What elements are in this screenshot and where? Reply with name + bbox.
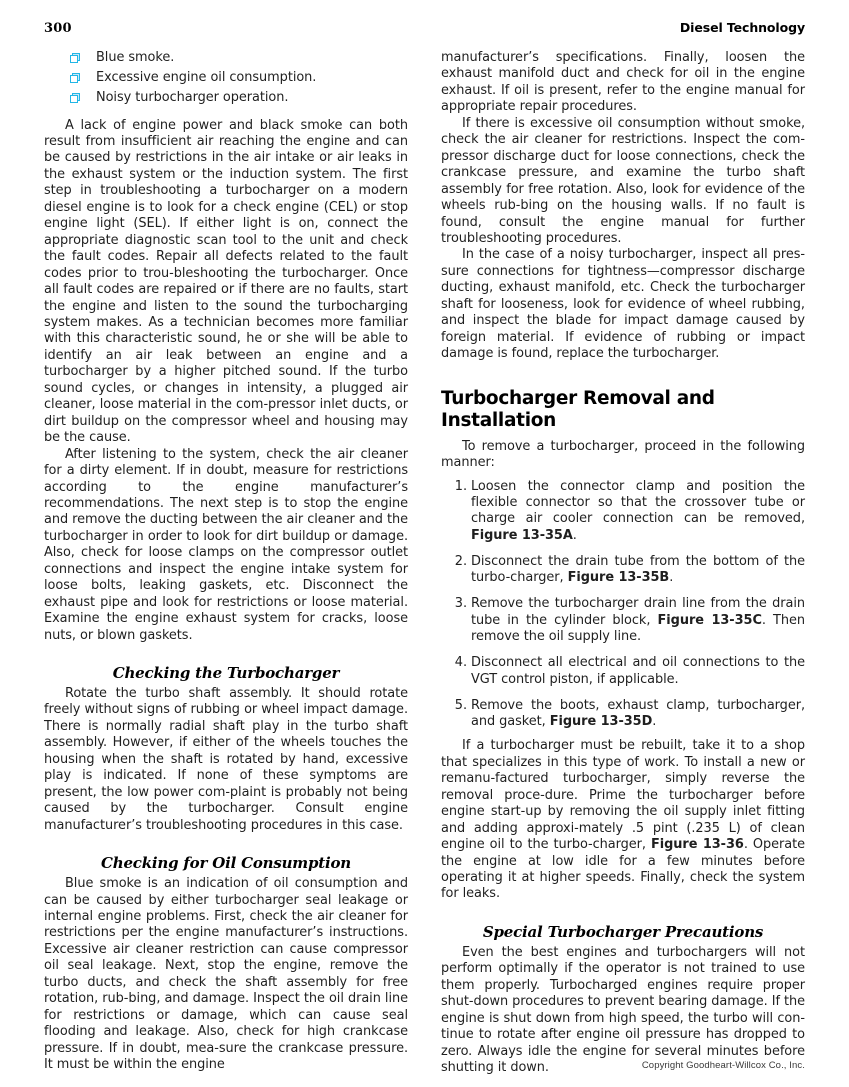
subheading: Checking the Turbocharger: [112, 664, 340, 683]
running-head: [44, 20, 805, 38]
step-text: Loosen the connector clamp and position the flexible connector so that the crossover tube or charge air cooler connection can be removed,: [471, 478, 805, 527]
body-paragraph: After listening to the system, check the air cleaner for a dirty element. If in doubt, measure for restrictions according to the engine manufacturer’s recommendations. The next step is to stop the engine and remove the ducting between the air cleaner and the turbocharger in order to look for dirt buildup or damage. Also, check for loose clamps on the compressor outlet connections and inspect the engine intake system for loose bolts, leaking gaskets, etc. Disconnect the exhaust pipe and look for restrictions or loose material. Examine the engine exhaust system for cracks, loose nuts, or blown gaskets.: [44, 446, 408, 643]
removal-steps-list: [441, 479, 805, 731]
figure-reference: Figure 13-35B: [567, 570, 670, 586]
step-number: 3.: [454, 596, 467, 612]
figure-reference: Figure 13-35D: [549, 713, 653, 729]
section-heading: Turbocharger Removal and Installation: [441, 387, 715, 431]
list-item: [441, 554, 805, 587]
step-number: 1.: [454, 478, 467, 494]
left-column: [44, 50, 408, 1073]
paragraph-text-tail: . Operate the engine at low idle for a few minutes before operating it at higher speeds. Finally, check the system for leaks.: [441, 837, 805, 902]
body-paragraph: Even the best engines and turbochargers will not perform optimally if the operator is not trained to use them properly. Turbocharged engines require proper shut-down procedures to prevent bearing damage. If the engine is shut down from high speed, the turbo will con-tinue to rotate after engine oil pressure has dropped to zero. Always idle the engine for several minutes before shutting it down.: [441, 944, 805, 1076]
step-text: Remove the boots, exhaust clamp, turbocharger, and gasket,: [471, 697, 805, 729]
copyright-notice: Copyright Goodheart-Willcox Co., Inc.: [641, 1060, 805, 1071]
figure-reference: Figure 13-35C: [657, 612, 762, 628]
body-paragraph: To remove a turbocharger, proceed in the following manner:: [441, 438, 805, 471]
step-number: 4.: [454, 655, 467, 671]
list-item: [441, 479, 805, 545]
figure-reference: Figure 13-36: [651, 837, 744, 853]
list-item: [70, 50, 408, 66]
list-item: [441, 698, 805, 731]
step-text-tail: .: [652, 713, 657, 729]
figure-reference: Figure 13-35A: [471, 527, 573, 543]
list-item-label: Excessive engine oil consumption.: [96, 69, 317, 85]
checkbox-bullet-icon: [70, 93, 80, 103]
list-item: [441, 655, 805, 688]
subheading: Checking for Oil Consumption: [101, 854, 351, 873]
paragraph-text: If a turbocharger must be rebuilt, take it to a shop that specializes in this type of work. To install a new or remanu-factured turbocharger, simply reverse the removal proce-dure. Prime the turbocharger before engine start-up by removing the oil supply inlet fitting and adding approxi-mately .5 pint (.235 L) of clean engine oil to the turbo-charger,: [441, 738, 805, 853]
list-item-label: Blue smoke.: [96, 50, 175, 65]
page-number: 300: [44, 21, 72, 36]
list-item-label: Noisy turbocharger operation.: [96, 89, 289, 105]
step-text-tail: .: [572, 527, 577, 543]
step-text: Disconnect all electrical and oil connections to the VGT control piston, if applicable.: [471, 655, 805, 687]
body-paragraph: If there is excessive oil consumption without smoke, check the air cleaner for restrictions. Inspect the com-pressor discharge duct for loose connections, check the crankcase pressure, and examine the turbo shaft assembly for free rotation. Also, look for evidence of the wheels rub-bing on the housing walls. If no fault is found, consult the engine manual for further troubleshooting procedures.: [441, 115, 805, 246]
checkbox-bullet-icon: [70, 53, 80, 63]
subheading: Special Turbocharger Precautions: [482, 922, 764, 941]
step-number: 2.: [454, 553, 467, 569]
step-text: Remove the turbocharger drain line from the drain tube in the cylinder block,: [471, 596, 805, 628]
book-title: Diesel Technology: [679, 20, 805, 35]
body-paragraph: Rotate the turbo shaft assembly. It should rotate freely without signs of rubbing or wheel impact damage. There is normally radial shaft play in the turbo shaft assembly. However, if either of the wheels touches the housing when the shaft is rotated by hand, excessive play is indicated. If none of these symptoms are present, the low power com-plaint is probably not being caused by the turbocharger. Consult engine manufacturer’s troubleshooting procedures in this case.: [44, 686, 408, 833]
step-number: 5.: [454, 697, 467, 713]
step-text: Disconnect the drain tube from the bottom of the turbo-charger,: [471, 553, 805, 586]
checkbox-bullet-icon: [70, 73, 80, 83]
body-paragraph: In the case of a noisy turbocharger, inspect all pres-sure connections for tightness—compressor discharge ducting, exhaust manifold, etc. Check the turbocharger shaft for looseness, look for evidence of wheel rubbing, and inspect the blade for impact damage caused by foreign material. If evidence of rubbing or impact damage is found, replace the turbocharger.: [441, 247, 805, 362]
list-item: [70, 70, 408, 86]
list-item: [70, 90, 408, 106]
body-paragraph: [441, 738, 805, 903]
symptom-list: [44, 50, 408, 106]
list-item: [441, 596, 805, 645]
body-paragraph: A lack of engine power and black smoke can both result from insufficient air reaching the engine and can be caused by restrictions in the air intake or air leaks in the exhaust system or the induction system. The first step in troubleshooting a turbocharger on a modern diesel engine is to look for a check engine (CEL) or stop engine light (SEL). If either light is on, connect the appropriate diagnostic scan tool to the unit and check the fault codes. Repair all defects related to the fault codes prior to trou-bleshooting the turbocharger. Once all fault codes are repaired or if there are no faults, start the engine and listen to the sound the turbocharging system makes. As a technician becomes more familiar with this characteristic sound, he or she will be able to identify an air leak between an engine and a turbocharger by a higher pitched sound. If the turbo sound cycles, or changes in intensity, a plugged air cleaner, loose material in the com-pressor inlet ducts, or dirt buildup on the compressor wheel and housing may be the cause.: [44, 117, 408, 446]
step-text-tail: .: [669, 570, 674, 586]
body-paragraph: manufacturer’s specifications. Finally, loosen the exhaust manifold duct and check for oil in the engine exhaust. If oil is present, refer to the engine manual for appropriate repair procedures.: [441, 50, 805, 115]
step-text-tail: . Then remove the oil supply line.: [471, 612, 805, 645]
body-paragraph: Blue smoke is an indication of oil consumption and can be caused by either turbocharger seal leakage or internal engine problems. First, check the air cleaner for restrictions per the engine manufacturer’s instructions. Excessive air cleaner restriction can cause compressor oil seal leakage. Next, stop the engine, remove the turbo ducts, and check the shaft assembly for free rotation, rub-bing, and damage. Inspect the oil drain line for restrictions or damage, which can cause seal flooding and leakage. Also, check for high crankcase pressure. If in doubt, mea-sure the crankcase pressure. It must be within the engine: [44, 876, 408, 1073]
